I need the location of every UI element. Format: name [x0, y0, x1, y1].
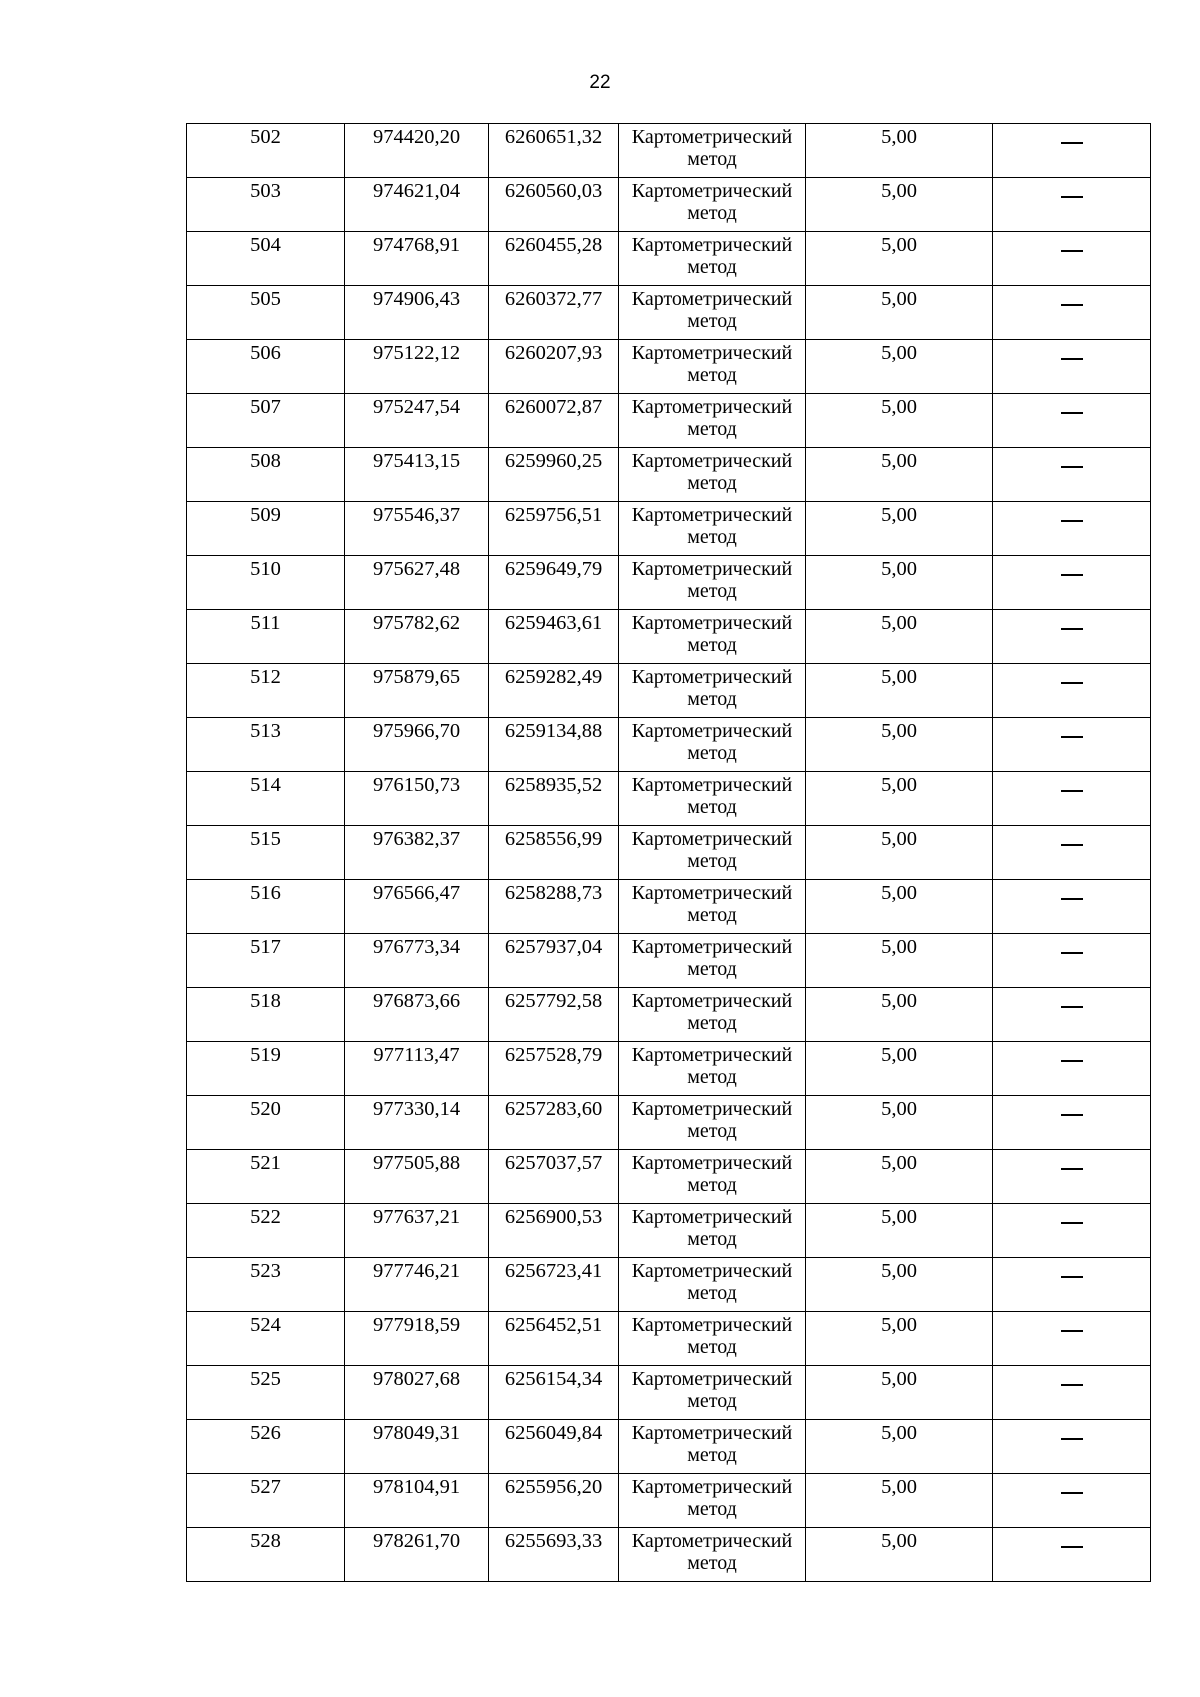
method-line-1: Картометрический [631, 396, 793, 418]
method-line-1: Картометрический [631, 666, 793, 688]
note-cell [993, 1420, 1151, 1474]
method-cell [619, 934, 806, 988]
x-coordinate-cell: 976566,47 [345, 880, 489, 934]
point-number-cell: 508 [187, 448, 345, 502]
method-line-2: метод [687, 850, 737, 872]
em-dash-mark [1061, 142, 1083, 144]
accuracy-cell: 5,00 [806, 988, 993, 1042]
method-line-1: Картометрический [631, 504, 793, 526]
note-cell [993, 772, 1151, 826]
table-row [187, 178, 1151, 232]
y-coordinate-cell: 6259463,61 [489, 610, 619, 664]
note-cell [993, 1474, 1151, 1528]
method-cell [619, 1204, 806, 1258]
point-number-cell: 525 [187, 1366, 345, 1420]
method-line-1: Картометрический [631, 1314, 793, 1336]
em-dash-mark [1061, 412, 1083, 414]
x-coordinate-cell: 974621,04 [345, 178, 489, 232]
table-row [187, 1420, 1151, 1474]
table-row [187, 934, 1151, 988]
point-number-cell: 511 [187, 610, 345, 664]
note-cell [993, 394, 1151, 448]
method-cell [619, 124, 806, 178]
method-line-2: метод [687, 1444, 737, 1466]
table-row [187, 826, 1151, 880]
em-dash-mark [1061, 1330, 1083, 1332]
method-line-2: метод [687, 1282, 737, 1304]
table-row [187, 664, 1151, 718]
em-dash-mark [1061, 574, 1083, 576]
method-line-2: метод [687, 1174, 737, 1196]
em-dash-mark [1061, 520, 1083, 522]
table-row [187, 1204, 1151, 1258]
x-coordinate-cell: 977330,14 [345, 1096, 489, 1150]
note-cell [993, 340, 1151, 394]
method-line-2: метод [687, 1336, 737, 1358]
x-coordinate-cell: 976150,73 [345, 772, 489, 826]
x-coordinate-cell: 977637,21 [345, 1204, 489, 1258]
method-line-2: метод [687, 580, 737, 602]
note-cell [993, 556, 1151, 610]
method-cell [619, 988, 806, 1042]
accuracy-cell: 5,00 [806, 448, 993, 502]
x-coordinate-cell: 974906,43 [345, 286, 489, 340]
accuracy-cell: 5,00 [806, 1312, 993, 1366]
x-coordinate-cell: 977918,59 [345, 1312, 489, 1366]
point-number-cell: 528 [187, 1528, 345, 1582]
x-coordinate-cell: 978261,70 [345, 1528, 489, 1582]
em-dash-mark [1061, 358, 1083, 360]
em-dash-mark [1061, 682, 1083, 684]
point-number-cell: 513 [187, 718, 345, 772]
point-number-cell: 514 [187, 772, 345, 826]
method-line-1: Картометрический [631, 180, 793, 202]
x-coordinate-cell: 976773,34 [345, 934, 489, 988]
accuracy-cell: 5,00 [806, 934, 993, 988]
accuracy-cell: 5,00 [806, 1474, 993, 1528]
method-line-1: Картометрический [631, 1476, 793, 1498]
method-line-1: Картометрический [631, 450, 793, 472]
accuracy-cell: 5,00 [806, 1096, 993, 1150]
em-dash-mark [1061, 1222, 1083, 1224]
method-cell [619, 1042, 806, 1096]
y-coordinate-cell: 6256049,84 [489, 1420, 619, 1474]
note-cell [993, 232, 1151, 286]
x-coordinate-cell: 974768,91 [345, 232, 489, 286]
point-number-cell: 502 [187, 124, 345, 178]
method-line-2: метод [687, 1066, 737, 1088]
point-number-cell: 510 [187, 556, 345, 610]
table-row [187, 1042, 1151, 1096]
method-line-2: метод [687, 1390, 737, 1412]
table-row [187, 1366, 1151, 1420]
table-row [187, 340, 1151, 394]
note-cell [993, 1258, 1151, 1312]
method-line-2: метод [687, 364, 737, 386]
accuracy-cell: 5,00 [806, 664, 993, 718]
y-coordinate-cell: 6259282,49 [489, 664, 619, 718]
point-number-cell: 522 [187, 1204, 345, 1258]
x-coordinate-cell: 977505,88 [345, 1150, 489, 1204]
method-cell [619, 1150, 806, 1204]
y-coordinate-cell: 6260651,32 [489, 124, 619, 178]
point-number-cell: 504 [187, 232, 345, 286]
method-line-2: метод [687, 1012, 737, 1034]
note-cell [993, 1528, 1151, 1582]
method-line-1: Картометрический [631, 1098, 793, 1120]
note-cell [993, 286, 1151, 340]
table-row [187, 1150, 1151, 1204]
point-number-cell: 509 [187, 502, 345, 556]
method-line-1: Картометрический [631, 720, 793, 742]
method-line-2: метод [687, 472, 737, 494]
point-number-cell: 523 [187, 1258, 345, 1312]
method-line-1: Картометрический [631, 1206, 793, 1228]
method-line-1: Картометрический [631, 288, 793, 310]
point-number-cell: 505 [187, 286, 345, 340]
y-coordinate-cell: 6257937,04 [489, 934, 619, 988]
note-cell [993, 880, 1151, 934]
method-line-1: Картометрический [631, 1044, 793, 1066]
method-line-2: метод [687, 202, 737, 224]
method-line-1: Картометрический [631, 342, 793, 364]
em-dash-mark [1061, 304, 1083, 306]
method-cell [619, 664, 806, 718]
accuracy-cell: 5,00 [806, 1366, 993, 1420]
em-dash-mark [1061, 1384, 1083, 1386]
em-dash-mark [1061, 1060, 1083, 1062]
method-line-1: Картометрический [631, 1422, 793, 1444]
x-coordinate-cell: 977113,47 [345, 1042, 489, 1096]
x-coordinate-cell: 975122,12 [345, 340, 489, 394]
table-row [187, 124, 1151, 178]
point-number-cell: 512 [187, 664, 345, 718]
table-row [187, 1474, 1151, 1528]
method-cell [619, 880, 806, 934]
point-number-cell: 524 [187, 1312, 345, 1366]
page-number: 22 [589, 72, 611, 93]
method-cell [619, 1096, 806, 1150]
y-coordinate-cell: 6255693,33 [489, 1528, 619, 1582]
accuracy-cell: 5,00 [806, 880, 993, 934]
y-coordinate-cell: 6260455,28 [489, 232, 619, 286]
x-coordinate-cell: 975627,48 [345, 556, 489, 610]
accuracy-cell: 5,00 [806, 1420, 993, 1474]
method-cell [619, 286, 806, 340]
em-dash-mark [1061, 1006, 1083, 1008]
point-number-cell: 526 [187, 1420, 345, 1474]
note-cell [993, 718, 1151, 772]
method-line-1: Картометрический [631, 126, 793, 148]
note-cell [993, 178, 1151, 232]
x-coordinate-cell: 975546,37 [345, 502, 489, 556]
table-row [187, 502, 1151, 556]
table-row [187, 1312, 1151, 1366]
x-coordinate-cell: 974420,20 [345, 124, 489, 178]
point-number-cell: 521 [187, 1150, 345, 1204]
note-cell [993, 124, 1151, 178]
y-coordinate-cell: 6256452,51 [489, 1312, 619, 1366]
method-line-1: Картометрический [631, 936, 793, 958]
note-cell [993, 1366, 1151, 1420]
y-coordinate-cell: 6260207,93 [489, 340, 619, 394]
method-cell [619, 502, 806, 556]
method-cell [619, 718, 806, 772]
em-dash-mark [1061, 1168, 1083, 1170]
y-coordinate-cell: 6259756,51 [489, 502, 619, 556]
accuracy-cell: 5,00 [806, 1042, 993, 1096]
method-line-2: метод [687, 148, 737, 170]
y-coordinate-cell: 6258935,52 [489, 772, 619, 826]
accuracy-cell: 5,00 [806, 772, 993, 826]
accuracy-cell: 5,00 [806, 1150, 993, 1204]
note-cell [993, 610, 1151, 664]
y-coordinate-cell: 6260560,03 [489, 178, 619, 232]
point-number-cell: 517 [187, 934, 345, 988]
y-coordinate-cell: 6257037,57 [489, 1150, 619, 1204]
method-cell [619, 178, 806, 232]
y-coordinate-cell: 6259960,25 [489, 448, 619, 502]
y-coordinate-cell: 6259649,79 [489, 556, 619, 610]
table-row [187, 1096, 1151, 1150]
method-line-2: метод [687, 418, 737, 440]
x-coordinate-cell: 978049,31 [345, 1420, 489, 1474]
note-cell [993, 1096, 1151, 1150]
point-number-cell: 506 [187, 340, 345, 394]
point-number-cell: 507 [187, 394, 345, 448]
x-coordinate-cell: 975247,54 [345, 394, 489, 448]
method-cell [619, 610, 806, 664]
y-coordinate-cell: 6256900,53 [489, 1204, 619, 1258]
table-row [187, 1528, 1151, 1582]
note-cell [993, 1042, 1151, 1096]
accuracy-cell: 5,00 [806, 1204, 993, 1258]
x-coordinate-cell: 976873,66 [345, 988, 489, 1042]
accuracy-cell: 5,00 [806, 826, 993, 880]
x-coordinate-cell: 977746,21 [345, 1258, 489, 1312]
accuracy-cell: 5,00 [806, 232, 993, 286]
em-dash-mark [1061, 1492, 1083, 1494]
x-coordinate-cell: 975782,62 [345, 610, 489, 664]
em-dash-mark [1061, 196, 1083, 198]
x-coordinate-cell: 975413,15 [345, 448, 489, 502]
method-cell [619, 556, 806, 610]
em-dash-mark [1061, 952, 1083, 954]
method-cell [619, 1528, 806, 1582]
table-row [187, 988, 1151, 1042]
method-line-1: Картометрический [631, 990, 793, 1012]
note-cell [993, 664, 1151, 718]
note-cell [993, 826, 1151, 880]
em-dash-mark [1061, 628, 1083, 630]
method-line-1: Картометрический [631, 1152, 793, 1174]
method-cell [619, 826, 806, 880]
note-cell [993, 934, 1151, 988]
method-line-2: метод [687, 742, 737, 764]
table-row [187, 610, 1151, 664]
note-cell [993, 988, 1151, 1042]
method-line-1: Картометрический [631, 234, 793, 256]
table-row [187, 394, 1151, 448]
table-row [187, 556, 1151, 610]
method-cell [619, 1366, 806, 1420]
point-number-cell: 527 [187, 1474, 345, 1528]
method-cell [619, 1258, 806, 1312]
y-coordinate-cell: 6259134,88 [489, 718, 619, 772]
method-cell [619, 232, 806, 286]
em-dash-mark [1061, 250, 1083, 252]
method-cell [619, 394, 806, 448]
note-cell [993, 1312, 1151, 1366]
method-cell [619, 1312, 806, 1366]
em-dash-mark [1061, 844, 1083, 846]
method-line-2: метод [687, 1120, 737, 1142]
em-dash-mark [1061, 1546, 1083, 1548]
note-cell [993, 502, 1151, 556]
y-coordinate-cell: 6256154,34 [489, 1366, 619, 1420]
method-line-1: Картометрический [631, 1260, 793, 1282]
accuracy-cell: 5,00 [806, 286, 993, 340]
y-coordinate-cell: 6255956,20 [489, 1474, 619, 1528]
method-line-1: Картометрический [631, 558, 793, 580]
y-coordinate-cell: 6258556,99 [489, 826, 619, 880]
coordinates-table [186, 123, 1151, 1582]
y-coordinate-cell: 6260072,87 [489, 394, 619, 448]
method-line-1: Картометрический [631, 882, 793, 904]
method-line-1: Картометрический [631, 612, 793, 634]
method-line-2: метод [687, 256, 737, 278]
em-dash-mark [1061, 1114, 1083, 1116]
point-number-cell: 519 [187, 1042, 345, 1096]
table-row [187, 718, 1151, 772]
method-line-1: Картометрический [631, 1368, 793, 1390]
x-coordinate-cell: 978104,91 [345, 1474, 489, 1528]
x-coordinate-cell: 978027,68 [345, 1366, 489, 1420]
point-number-cell: 503 [187, 178, 345, 232]
em-dash-mark [1061, 1438, 1083, 1440]
accuracy-cell: 5,00 [806, 124, 993, 178]
accuracy-cell: 5,00 [806, 502, 993, 556]
x-coordinate-cell: 975966,70 [345, 718, 489, 772]
em-dash-mark [1061, 1276, 1083, 1278]
note-cell [993, 448, 1151, 502]
x-coordinate-cell: 976382,37 [345, 826, 489, 880]
point-number-cell: 520 [187, 1096, 345, 1150]
table-row [187, 232, 1151, 286]
note-cell [993, 1204, 1151, 1258]
accuracy-cell: 5,00 [806, 610, 993, 664]
accuracy-cell: 5,00 [806, 1258, 993, 1312]
method-line-1: Картометрический [631, 828, 793, 850]
method-line-2: метод [687, 310, 737, 332]
method-line-2: метод [687, 1552, 737, 1574]
method-line-1: Картометрический [631, 1530, 793, 1552]
method-line-2: метод [687, 1498, 737, 1520]
method-cell [619, 772, 806, 826]
y-coordinate-cell: 6257528,79 [489, 1042, 619, 1096]
point-number-cell: 516 [187, 880, 345, 934]
method-line-2: метод [687, 958, 737, 980]
method-line-2: метод [687, 688, 737, 710]
table-row [187, 1258, 1151, 1312]
accuracy-cell: 5,00 [806, 178, 993, 232]
y-coordinate-cell: 6256723,41 [489, 1258, 619, 1312]
method-line-1: Картометрический [631, 774, 793, 796]
em-dash-mark [1061, 790, 1083, 792]
em-dash-mark [1061, 898, 1083, 900]
em-dash-mark [1061, 736, 1083, 738]
x-coordinate-cell: 975879,65 [345, 664, 489, 718]
table-row [187, 286, 1151, 340]
table-row [187, 772, 1151, 826]
point-number-cell: 518 [187, 988, 345, 1042]
method-line-2: метод [687, 1228, 737, 1250]
accuracy-cell: 5,00 [806, 1528, 993, 1582]
y-coordinate-cell: 6258288,73 [489, 880, 619, 934]
accuracy-cell: 5,00 [806, 718, 993, 772]
method-line-2: метод [687, 904, 737, 926]
accuracy-cell: 5,00 [806, 394, 993, 448]
method-line-2: метод [687, 526, 737, 548]
em-dash-mark [1061, 466, 1083, 468]
table-row [187, 880, 1151, 934]
accuracy-cell: 5,00 [806, 556, 993, 610]
accuracy-cell: 5,00 [806, 340, 993, 394]
method-cell [619, 448, 806, 502]
method-line-2: метод [687, 796, 737, 818]
point-number-cell: 515 [187, 826, 345, 880]
y-coordinate-cell: 6260372,77 [489, 286, 619, 340]
y-coordinate-cell: 6257792,58 [489, 988, 619, 1042]
method-line-2: метод [687, 634, 737, 656]
method-cell [619, 1474, 806, 1528]
table-row [187, 448, 1151, 502]
method-cell [619, 340, 806, 394]
coordinates-table-body [187, 124, 1151, 1582]
y-coordinate-cell: 6257283,60 [489, 1096, 619, 1150]
note-cell [993, 1150, 1151, 1204]
method-cell [619, 1420, 806, 1474]
